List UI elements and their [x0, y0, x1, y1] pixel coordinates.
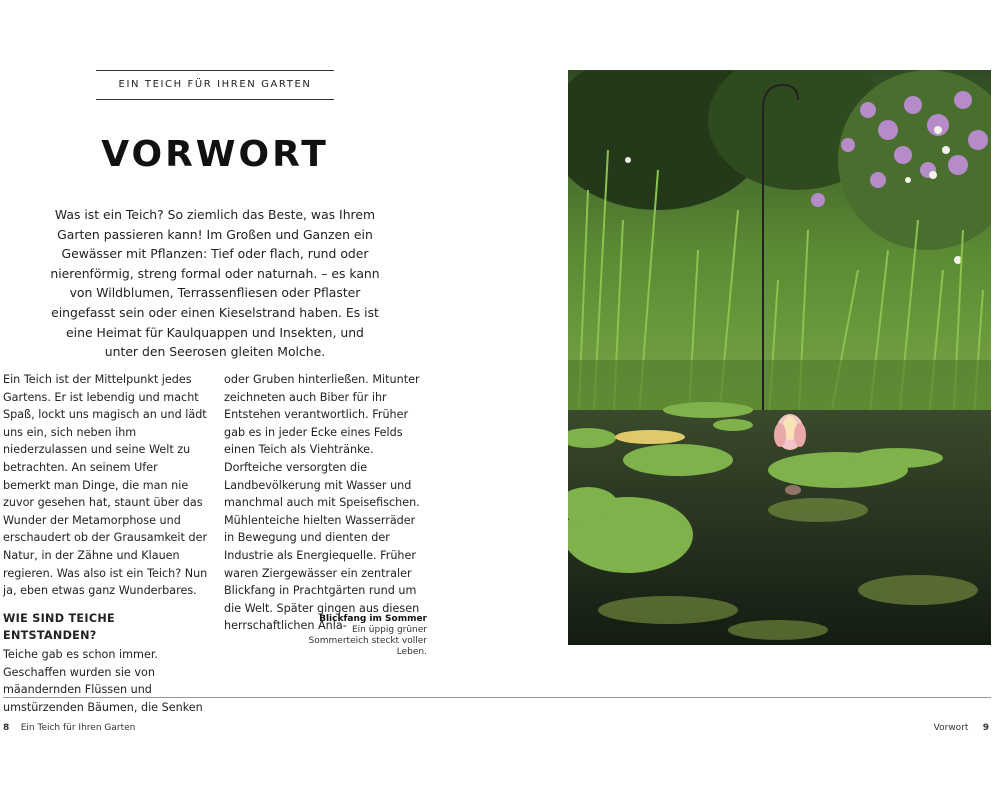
text-column-left: [3, 371, 208, 716]
text-column-right: [224, 371, 429, 635]
body-paragraph: oder Gruben hinterließen. Mitunter zeichneten auch Biber für ihr Entstehen verantwortlich. Früher gab es in jeder Ecke eines Felds einen Teich als Viehtränke. Dorfteiche versorgten die Landbevölkerung mit Wasser und manchmal auch mit Speisefischen. Mühlenteiche hielten Wasserräder in Bewegung und dienten der Industrie als Energiequelle. Früher waren Ziergewässer ein zentraler Blickfang in Prachtgärten rund um die Welt. Später gingen aus diesen herrschaftlichen Anla-: [224, 373, 420, 633]
photo-caption: [300, 614, 427, 658]
pond-illustration: [568, 70, 991, 645]
pond-photo: [568, 70, 991, 645]
section-kicker: EIN TEICH FÜR IHREN GARTEN: [96, 70, 334, 100]
running-head-left: Ein Teich für Ihren Garten: [20, 723, 136, 733]
section-subheading: WIE SIND TEICHE ENTSTANDEN?: [3, 611, 115, 643]
footer-left: [3, 723, 135, 733]
page-number-right: 9: [982, 723, 989, 733]
caption-title: Blickfang im Sommer: [319, 614, 427, 624]
intro-paragraph: Was ist ein Teich? So ziemlich das Beste, was Ihrem Garten passieren kann! Im Großen und Ganzen ein Gewässer mit Pflanzen: Tief oder flach, rund oder nierenförmig, streng formal oder naturnah. – es kann von Wildblumen, Terrassenfliesen oder Pflaster eingefasst sein oder einen Kieselstrand haben. Es ist eine Heimat für Kaulquappen und Insekten, und unter den Seerosen gleiten Molche.: [50, 207, 380, 360]
yellow-leaf: [615, 430, 685, 444]
running-head-right: Vorwort: [933, 723, 969, 733]
page-title: VORWORT: [101, 134, 329, 175]
body-paragraph: Teiche gab es schon immer. Geschaffen wurden sie von mäandernden Flüssen und umstürzenden Bäumen, die Senken: [3, 647, 203, 714]
caption-text: Ein üppig grüner Sommerteich steckt voller Leben.: [308, 625, 427, 657]
blossom-reflection: [785, 485, 801, 495]
footer-right: [934, 723, 989, 733]
footer-rule: [3, 697, 991, 698]
page-number-left: 8: [3, 723, 10, 733]
body-paragraph: Ein Teich ist der Mittelpunkt jedes Gartens. Er ist lebendig und macht Spaß, lockt uns magisch an und lädt uns ein, sich neben ihm niederzulassen und seine Welt zu betrachten. An seinem Ufer bemerkt man Dinge, die man nie zuvor gesehen hat, staunt über das Wunder der Metamorphose und erschaudert ob der Grausamkeit der Natur, in der Zähne und Klauen regieren. Was also ist ein Teich? Nun ja, eben etwas ganz Wunderbares.: [3, 373, 208, 598]
